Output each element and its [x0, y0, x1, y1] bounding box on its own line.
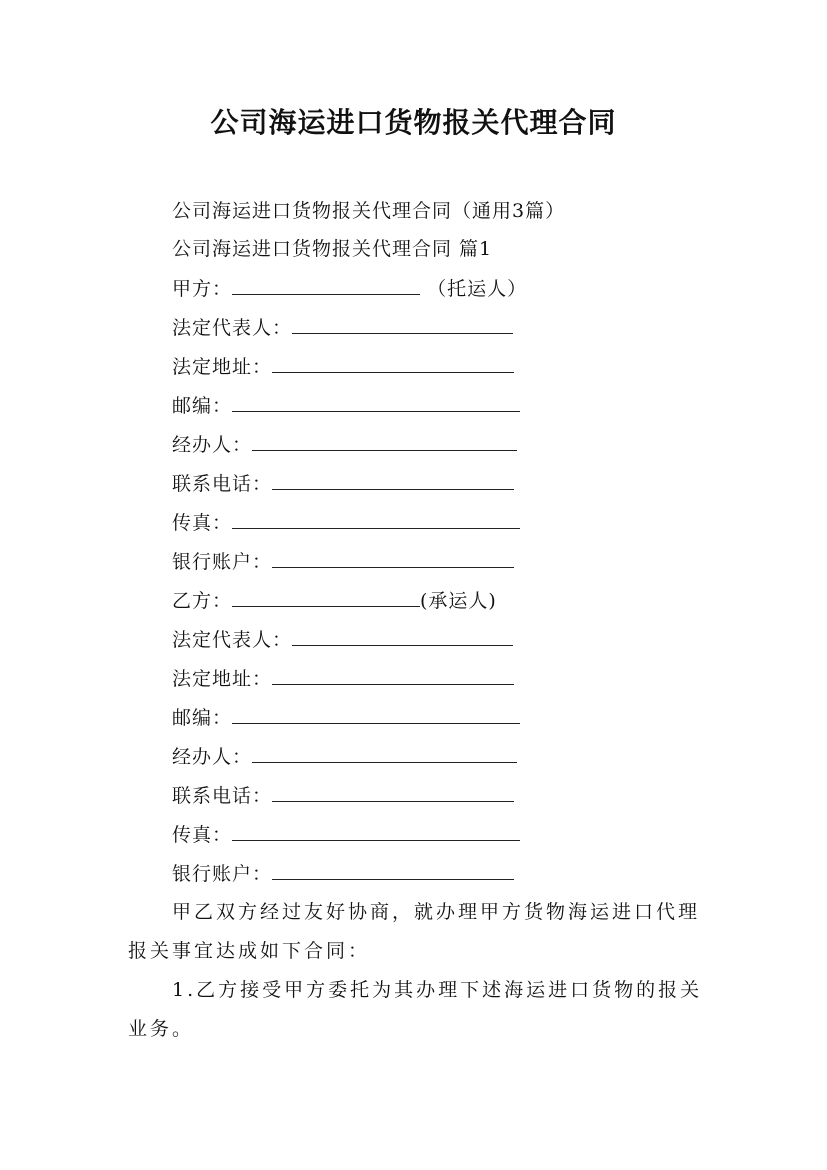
party-b-label: 乙方： [172, 590, 233, 612]
field-label: 银行账户： [172, 863, 273, 885]
party-b-field [172, 666, 514, 692]
field-blank [232, 510, 520, 529]
field-label: 邮编： [172, 707, 233, 729]
party-a-line [172, 276, 527, 302]
field-blank [292, 627, 513, 646]
party-a-role: （托运人） [427, 278, 528, 300]
party-a-label: 甲方： [172, 278, 233, 300]
field-label: 联系电话： [172, 785, 273, 807]
party-b-blank [232, 588, 420, 607]
field-blank [292, 315, 513, 334]
field-label: 邮编： [172, 395, 233, 417]
field-label: 经办人： [172, 434, 253, 456]
party-b-field [172, 627, 513, 653]
party-b-role: (承运人) [420, 590, 497, 612]
field-blank [232, 822, 520, 841]
document-title: 公司海运进口货物报关代理合同 [210, 106, 617, 139]
party-a-field [172, 549, 514, 575]
field-label: 经办人： [172, 746, 253, 768]
party-a-field [172, 432, 517, 458]
body-paragraph: 甲乙双方经过友好协商，就办理甲方货物海运进口代理报关事宜达成如下合同： [128, 901, 701, 962]
field-blank [272, 666, 514, 685]
document-subtitle: 公司海运进口货物报关代理合同（通用3篇） [172, 200, 566, 222]
party-b-field [172, 783, 514, 809]
field-label: 法定地址： [172, 668, 273, 690]
field-blank [272, 471, 514, 490]
party-b-line [172, 588, 497, 614]
field-blank [272, 861, 514, 880]
party-a-field [172, 471, 514, 497]
party-b-field [172, 705, 520, 731]
party-a-field [172, 393, 520, 419]
field-blank [252, 432, 517, 451]
party-a-field [172, 354, 514, 380]
field-label: 传真： [172, 824, 233, 846]
field-blank [272, 549, 514, 568]
field-blank [272, 354, 514, 373]
field-blank [232, 705, 520, 724]
field-blank [232, 393, 520, 412]
body-paragraph: 1.乙方接受甲方委托为其办理下述海运进口货物的报关业务。 [128, 979, 703, 1040]
field-blank [252, 744, 517, 763]
party-a-field [172, 315, 513, 341]
party-b-field [172, 822, 520, 848]
field-label: 传真： [172, 512, 233, 534]
party-b-field [172, 861, 514, 887]
field-label: 法定代表人： [172, 317, 293, 339]
field-label: 法定地址： [172, 356, 273, 378]
party-a-blank [232, 276, 420, 295]
field-label: 银行账户： [172, 551, 273, 573]
field-blank [272, 783, 514, 802]
field-label: 法定代表人： [172, 629, 293, 651]
party-a-field [172, 510, 520, 536]
field-label: 联系电话： [172, 473, 273, 495]
section-heading: 公司海运进口货物报关代理合同 篇1 [172, 238, 493, 260]
party-b-field [172, 744, 517, 770]
